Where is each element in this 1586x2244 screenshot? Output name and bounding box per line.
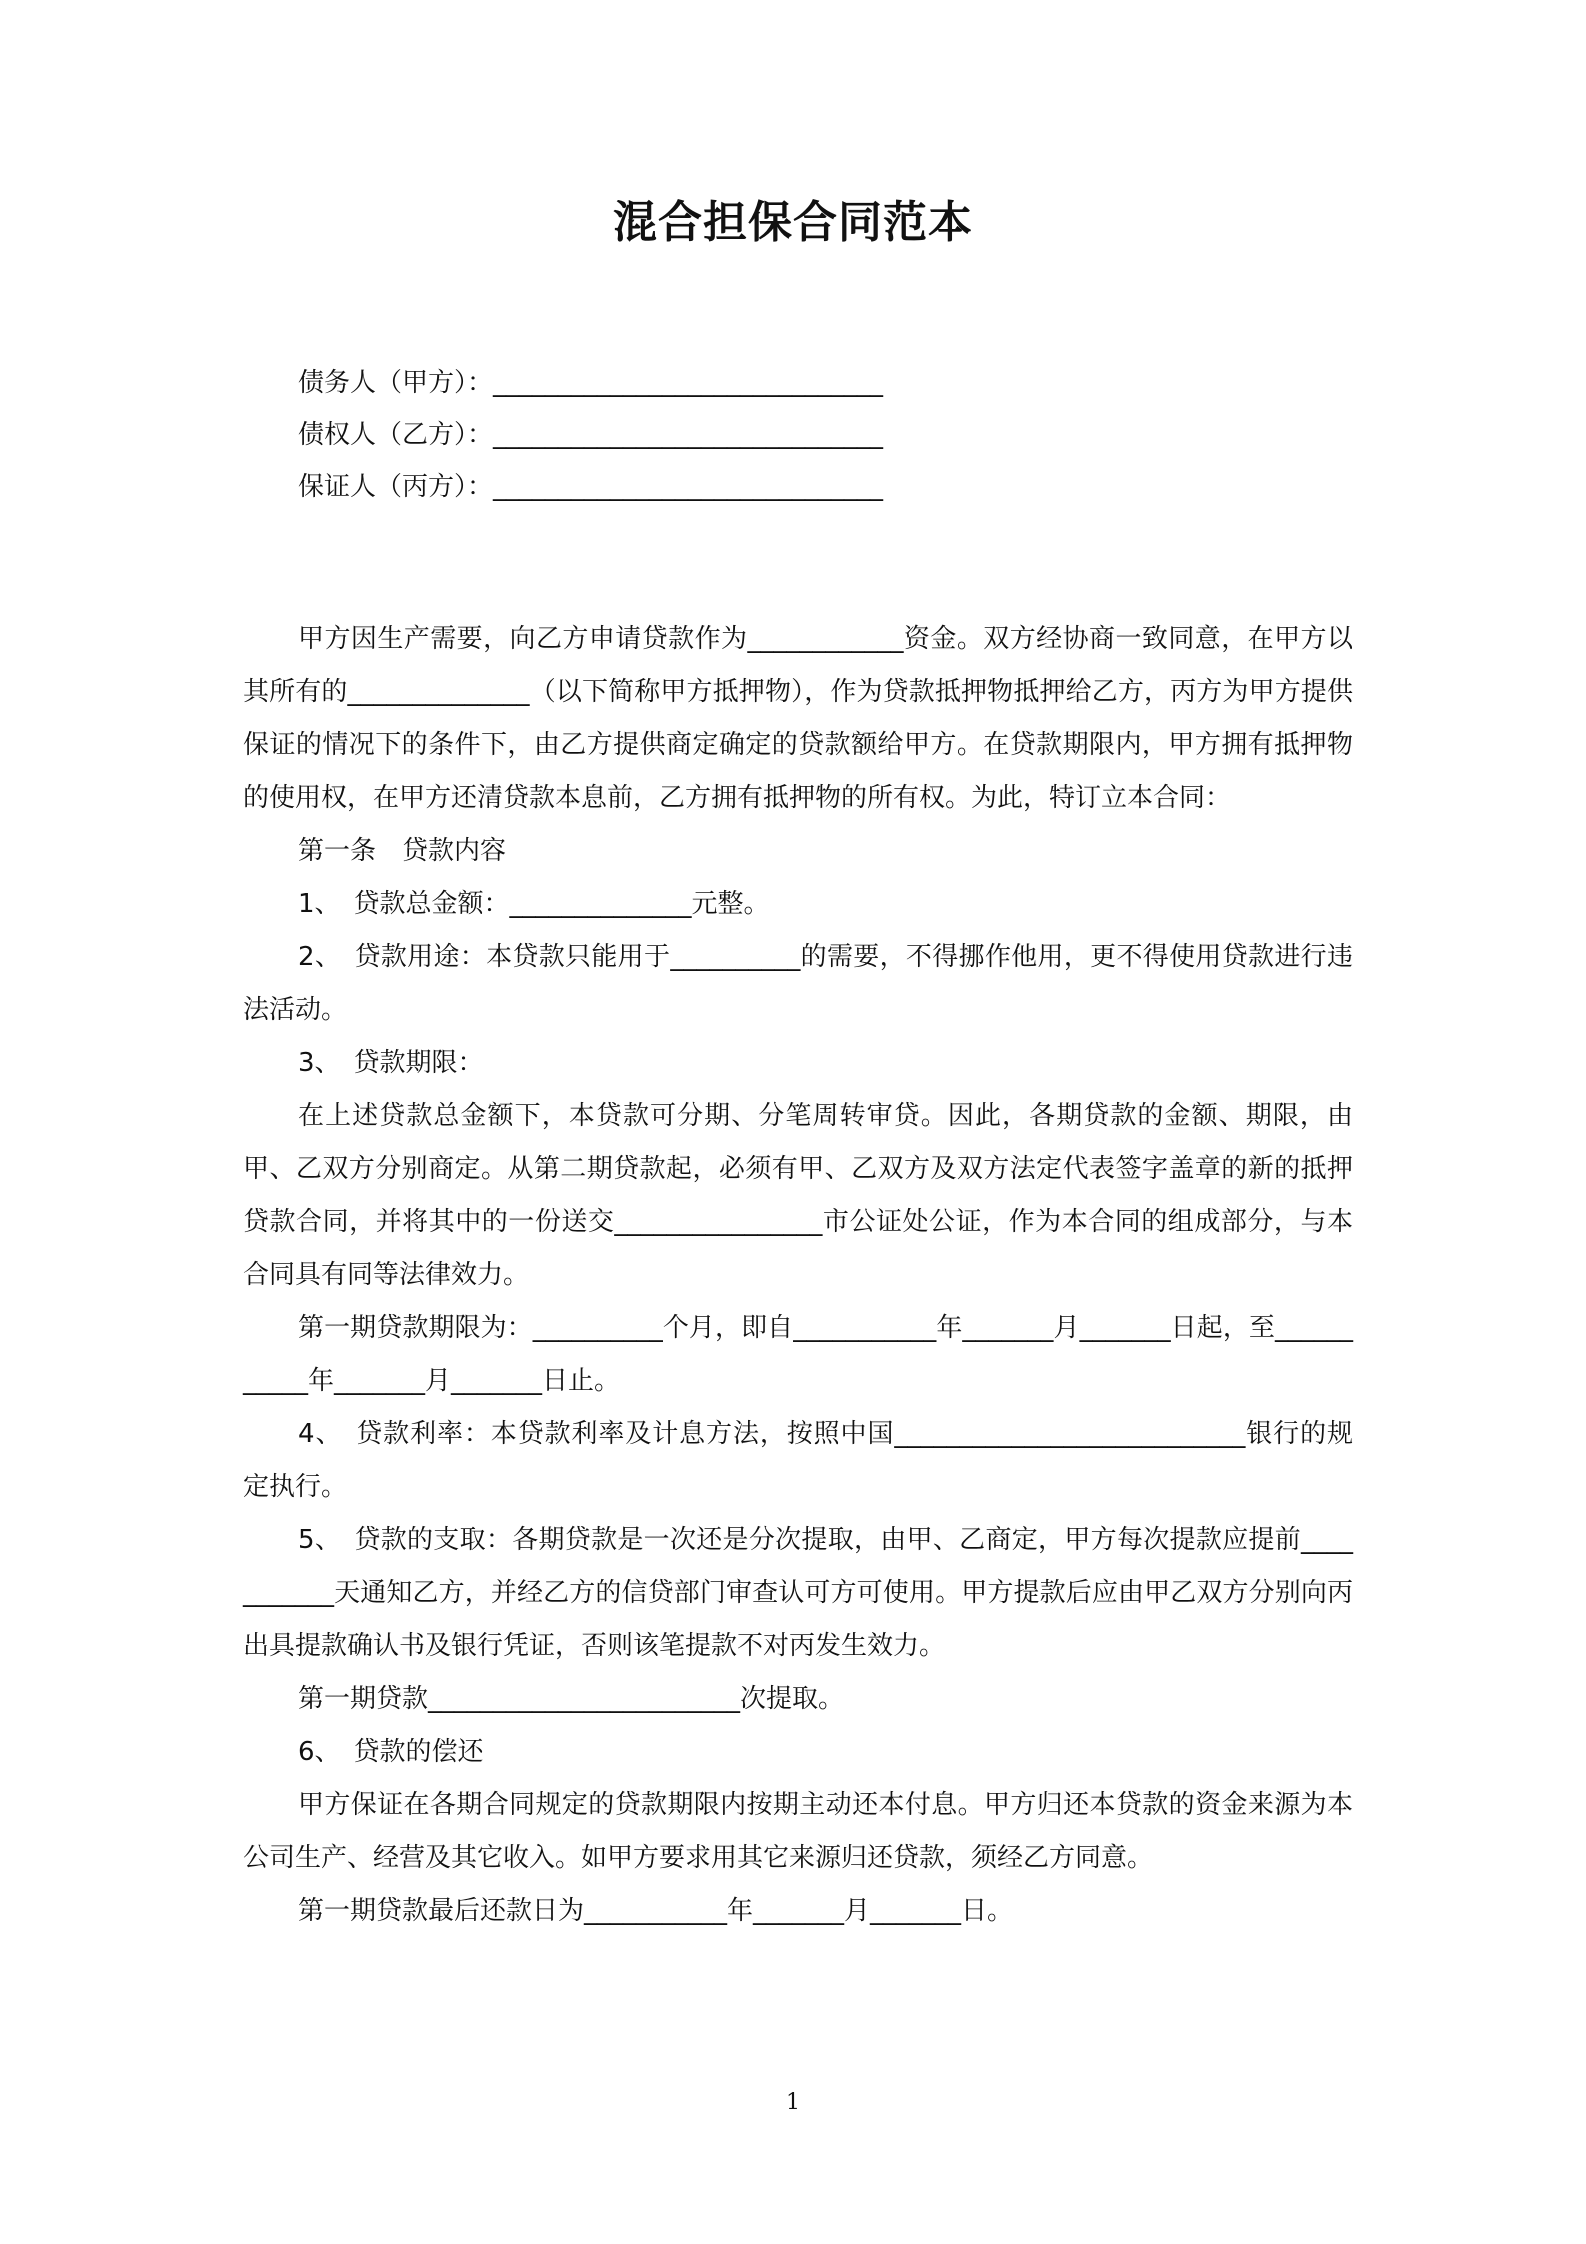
clause-loan-amount: 1、 贷款总金额：______________元整。	[298, 889, 770, 919]
clause-final-repayment-date: 第一期贷款最后还款日为___________年_______月_______日。	[298, 1896, 1014, 1926]
article-1-heading: 第一条 贷款内容	[298, 836, 507, 866]
party-guarantor-line: 保证人（丙方）：______________________________	[298, 472, 884, 502]
clause-loan-purpose: 2、 贷款用途：本贷款只能用于__________的需要，不得挪作他用，更不得使用贷款进行违法活动。	[243, 942, 1353, 1025]
intro-paragraph: 甲方因生产需要，向乙方申请贷款作为____________资金。双方经协商一致同意，在甲方以其所有的______________（以下简称甲方抵押物），作为贷款抵押物抵押给乙方，丙方为甲方提供保证的情况下的条件下，由乙方提供商定确定的贷款额给甲方。在贷款期限内，甲方拥有抵押物的使用权，在甲方还清贷款本息前，乙方拥有抵押物的所有权。为此，特订立本合同：	[243, 624, 1353, 813]
clause-first-withdrawal: 第一期贷款________________________次提取。	[298, 1684, 845, 1714]
party-debtor-line: 债务人（甲方）：______________________________	[298, 368, 884, 398]
clause-first-term-period: 第一期贷款期限为：__________个月，即自___________年_______月_______日起，至___________年_______月_______日止。	[243, 1313, 1353, 1396]
clause-withdrawal: 5、 贷款的支取：各期贷款是一次还是分次提取，由甲、乙商定，甲方每次提款应提前___________天通知乙方，并经乙方的信贷部门审查认可方可使用。甲方提款后应由甲乙双方分别向丙出具提款确认书及银行凭证，否则该笔提款不对丙发生效力。	[243, 1525, 1353, 1661]
contract-body	[243, 613, 1353, 1938]
clause-loan-term-heading: 3、 贷款期限：	[298, 1048, 484, 1078]
clause-repayment-body: 甲方保证在各期合同规定的贷款期限内按期主动还本付息。甲方归还本贷款的资金来源为本公司生产、经营及其它收入。如甲方要求用其它来源归还贷款，须经乙方同意。	[243, 1790, 1353, 1873]
party-creditor-line: 债权人（乙方）：______________________________	[298, 420, 884, 450]
clause-loan-term-body: 在上述贷款总金额下，本贷款可分期、分笔周转审贷。因此，各期贷款的金额、期限，由甲、乙双方分别商定。从第二期贷款起，必须有甲、乙双方及双方法定代表签字盖章的新的抵押贷款合同，并将其中的一份送交________________市公证处公证，作为本合同的组成部分，与本合同具有同等法律效力。	[243, 1101, 1353, 1290]
document-title: 混合担保合同范本	[613, 197, 973, 248]
page-number: 1	[786, 2090, 800, 2115]
clause-interest-rate: 4、 贷款利率：本贷款利率及计息方法，按照中国___________________________银行的规定执行。	[243, 1419, 1353, 1502]
clause-repayment-heading: 6、 贷款的偿还	[298, 1737, 484, 1767]
